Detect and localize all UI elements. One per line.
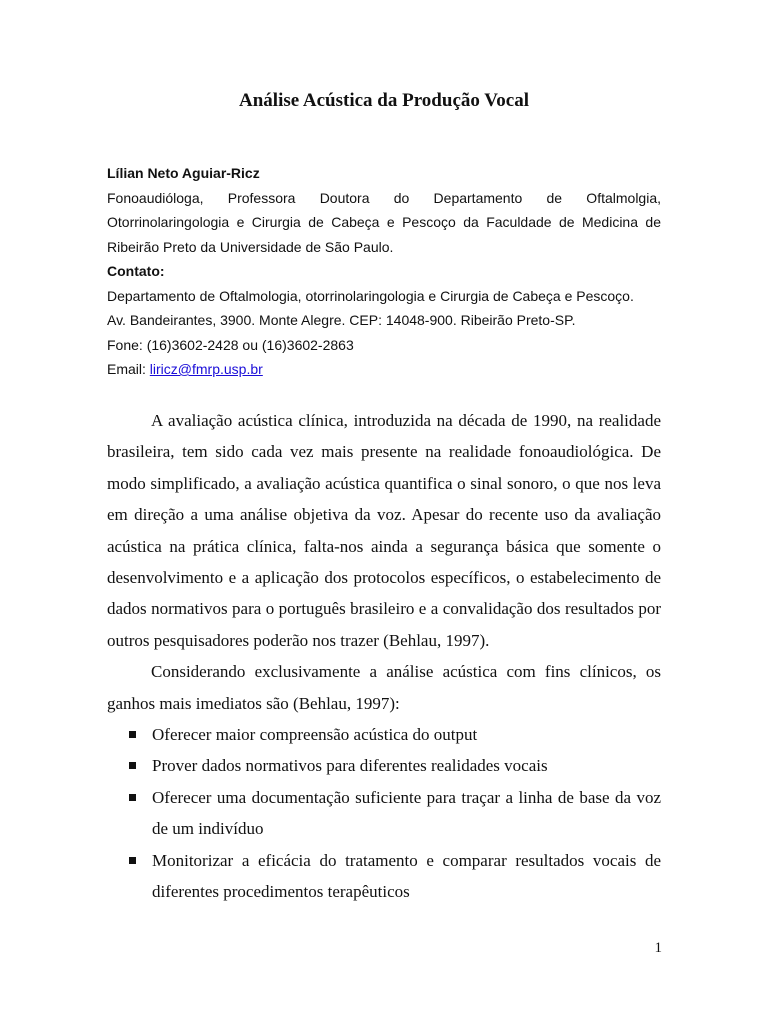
gains-list: [107, 719, 661, 907]
paragraph-gains: Considerando exclusivamente a análise acústica com fins clínicos, os ganhos mais imediatos são (Behlau, 1997):: [107, 662, 661, 713]
email-link[interactable]: liricz@fmrp.usp.br: [149, 361, 263, 377]
list-item-text: Oferecer maior compreensão acústica do output: [152, 725, 478, 745]
list-item: [107, 750, 661, 781]
body-text: [107, 405, 661, 908]
list-item-text: Prover dados normativos para diferentes realidades vocais: [152, 756, 548, 776]
square-bullet-icon: [129, 794, 136, 801]
page-number: 1: [654, 940, 662, 956]
paragraph-intro: A avaliação acústica clínica, introduzida na década de 1990, na realidade brasileira, tem sido cada vez mais presente na realidade fonoaudiológica. De modo simplificado, a avaliação acústica quantifica o sinal sonoro, o que nos leva em direção a uma análise objetiva da voz. Apesar do recente uso da avaliação acústica na prática clínica, falta-nos ainda a segurança básica que somente o desenvolvimento e a aplicação dos protocolos específicos, o estabelecimento de dados normativos para o português brasileiro e a convalidação dos resultados por outros pesquisadores poderão nos trazer (Behlau, 1997).: [107, 411, 661, 650]
list-item-text: Monitorizar a eficácia do tratamento e comparar resultados vocais de diferentes procedimentos terapêuticos: [152, 850, 661, 902]
list-item: [107, 719, 661, 750]
list-item: [107, 845, 661, 908]
contact-address: Av. Bandeirantes, 3900. Monte Alegre. CEP: 14048-900. Ribeirão Preto-SP.: [107, 312, 576, 328]
square-bullet-icon: [129, 857, 136, 864]
list-item-text: Oferecer uma documentação suficiente para traçar a linha de base da voz de um indivíduo: [152, 787, 661, 839]
author-affiliation: Fonoaudióloga, Professora Doutora do Departamento de Oftalmolgia, Otorrinolaringologia e Cirurgia de Cabeça e Pescoço da Faculdade de Medicina de Ribeirão Preto da Universidade de São Paulo.: [107, 189, 661, 255]
square-bullet-icon: [129, 762, 136, 769]
list-item: [107, 782, 661, 845]
contact-email-line: [107, 357, 661, 382]
document-title: Análise Acústica da Produção Vocal: [239, 90, 529, 111]
email-label: Email:: [107, 361, 150, 377]
square-bullet-icon: [129, 731, 136, 738]
contact-department: Departamento de Oftalmologia, otorrinolaringologia e Cirurgia de Cabeça e Pescoço.: [107, 287, 634, 304]
author-name: Lílian Neto Aguiar-Ricz: [107, 165, 260, 181]
contact-phone: Fone: (16)3602-2428 ou (16)3602-2863: [107, 336, 354, 353]
author-block: [107, 161, 661, 382]
contact-label: Contato:: [107, 263, 165, 279]
